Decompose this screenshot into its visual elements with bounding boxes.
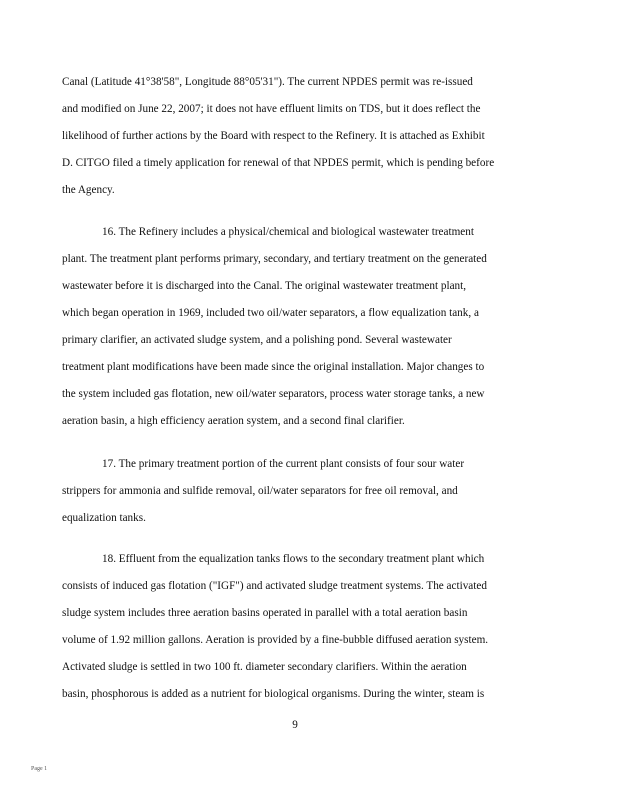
paragraph-line: which began operation in 1969, included two oil/water separators, a flow equalization tank, a — [62, 307, 479, 319]
paragraph-line: primary clarifier, an activated sludge system, and a polishing pond. Several wastewater — [62, 334, 452, 346]
paragraph-line: Canal (Latitude 41°38'58", Longitude 88°05'31"). The current NPDES permit was re-issued — [62, 76, 473, 88]
paragraph-line: aeration basin, a high efficiency aeration system, and a second final clarifier. — [62, 415, 405, 427]
paragraph-line: Activated sludge is settled in two 100 ft. diameter secondary clarifiers. Within the aeration — [62, 661, 467, 673]
paragraph-16-first-line: 16. The Refinery includes a physical/chemical and biological wastewater treatment — [102, 226, 474, 238]
paragraph-line: plant. The treatment plant performs primary, secondary, and tertiary treatment on the generated — [62, 253, 487, 265]
page-number: 9 — [292, 719, 298, 731]
footer-mark: Page 1 — [31, 766, 48, 772]
paragraph-line: strippers for ammonia and sulfide removal, oil/water separators for free oil removal, and — [62, 485, 458, 497]
paragraph-line: volume of 1.92 million gallons. Aeration is provided by a fine-bubble diffused aeration system. — [62, 634, 489, 646]
paragraph-line: the Agency. — [62, 184, 115, 196]
paragraph-line: likelihood of further actions by the Board with respect to the Refinery. It is attached as Exhibit — [62, 130, 485, 142]
paragraph-line: consists of induced gas flotation ("IGF") and activated sludge treatment systems. The activated — [62, 580, 487, 592]
paragraph-line: wastewater before it is discharged into the Canal. The original wastewater treatment plant, — [62, 280, 467, 292]
paragraph-line: the system included gas flotation, new oil/water separators, process water storage tanks, a new — [62, 388, 485, 400]
paragraph-line: D. CITGO filed a timely application for renewal of that NPDES permit, which is pending before — [62, 157, 495, 169]
paragraph-line: treatment plant modifications have been made since the original installation. Major changes to — [62, 361, 485, 373]
paragraph-line: and modified on June 22, 2007; it does not have effluent limits on TDS, but it does reflect the — [62, 103, 481, 115]
paragraph-line: basin, phosphorous is added as a nutrient for biological organisms. During the winter, steam is — [62, 688, 485, 700]
paragraph-18-first-line: 18. Effluent from the equalization tanks flows to the secondary treatment plant which — [102, 553, 485, 565]
paragraph-line: equalization tanks. — [62, 512, 146, 524]
paragraph-17-first-line: 17. The primary treatment portion of the current plant consists of four sour water — [102, 458, 465, 470]
paragraph-line: sludge system includes three aeration basins operated in parallel with a total aeration basin — [62, 607, 468, 619]
